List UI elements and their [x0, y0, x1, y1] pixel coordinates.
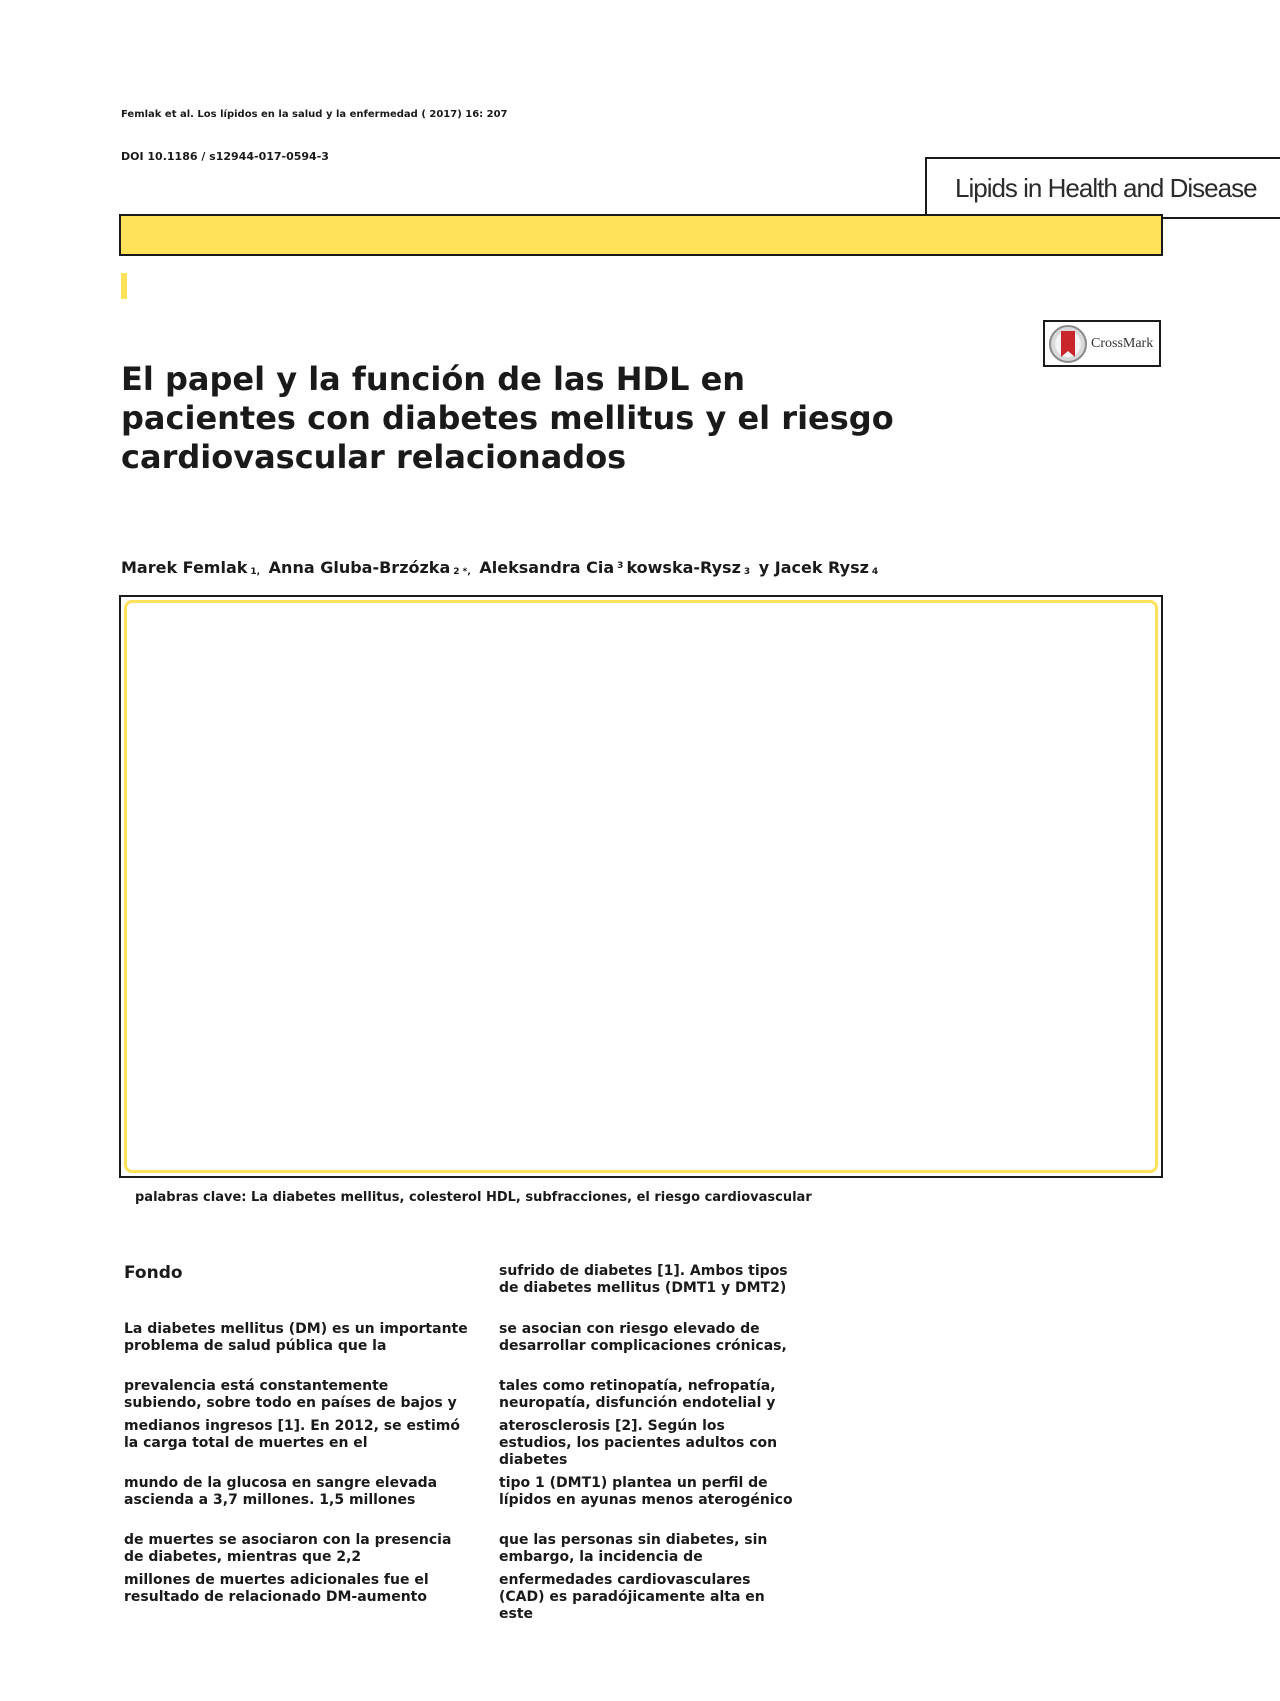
author-affiliation: 4	[871, 567, 879, 577]
author-name: Jacek Rysz	[774, 558, 869, 577]
author-name: Marek Femlak	[121, 558, 248, 577]
body-paragraph: sufrido de diabetes [1]. Ambos tipos de diabetes mellitus (DMT1 y DMT2)	[499, 1263, 788, 1296]
journal-name: Lipids in Health and Disease	[955, 172, 1257, 203]
abstract-inner-frame	[124, 600, 1158, 1173]
keywords-line: palabras clave: La diabetes mellitus, colesterol HDL, subfracciones, el riesgo cardiovascular	[135, 1190, 812, 1205]
author-name: kowska-Rysz	[626, 558, 741, 577]
journal-banner	[925, 157, 1280, 219]
title-line: pacientes con diabetes mellitus y el riesgo	[121, 399, 894, 437]
body-paragraph: tales como retinopatía, nefropatía, neuropatía, disfunción endotelial y	[499, 1378, 776, 1411]
yellow-accent-mark	[121, 273, 127, 299]
title-line: cardiovascular relacionados	[121, 438, 627, 476]
section-heading: Fondo	[124, 1263, 183, 1283]
author-name: Anna Gluba-Brzózka	[268, 558, 451, 577]
crossmark-badge[interactable]	[1043, 320, 1161, 367]
body-paragraph: La diabetes mellitus (DM) es un importante problema de salud pública que la	[124, 1321, 468, 1354]
author-conjunction: y	[758, 558, 770, 577]
body-paragraph: de muertes se asociaron con la presencia de diabetes, mientras que 2,2	[124, 1532, 452, 1565]
body-paragraph: aterosclerosis [2]. Según los estudios, los pacientes adultos con diabetes	[499, 1418, 778, 1468]
body-paragraph: prevalencia está constantemente subiendo, sobre todo en países de bajos y	[124, 1378, 457, 1411]
citation-line: Femlak et al. Los lípidos en la salud y la enfermedad ( 2017) 16: 207	[121, 109, 508, 120]
body-paragraph: enfermedades cardiovasculares (CAD) es paradójicamente alta en este	[499, 1572, 765, 1622]
body-paragraph: que las personas sin diabetes, sin embargo, la incidencia de	[499, 1532, 768, 1565]
body-paragraph: se asocian con riesgo elevado de desarrollar complicaciones crónicas,	[499, 1321, 787, 1354]
title-line: El papel y la función de las HDL en	[121, 360, 746, 398]
body-paragraph: millones de muertes adicionales fue el resultado de relacionado DM-aumento	[124, 1572, 429, 1605]
crossmark-icon	[1048, 324, 1088, 364]
body-paragraph: tipo 1 (DMT1) plantea un perfil de lípidos en ayunas menos aterogénico	[499, 1475, 793, 1508]
header-yellow-bar	[119, 214, 1163, 256]
author-affiliation: 2 *,	[453, 567, 471, 577]
author-affiliation: 3	[743, 567, 751, 577]
author-affiliation: 1,	[250, 567, 261, 577]
abstract-box	[119, 595, 1163, 1178]
body-paragraph: medianos ingresos [1]. En 2012, se estimó la carga total de muertes en el	[124, 1418, 461, 1451]
doi-line: DOI 10.1186 / s12944-017-0594-3	[121, 150, 329, 163]
crossmark-label: CrossMark	[1091, 335, 1154, 351]
author-name: Aleksandra Cia	[479, 558, 615, 577]
article-title	[121, 360, 1021, 477]
body-paragraph: mundo de la glucosa en sangre elevada ascienda a 3,7 millones. 1,5 millones	[124, 1475, 438, 1508]
author-affiliation: 3	[617, 561, 624, 571]
author-list	[121, 558, 881, 577]
